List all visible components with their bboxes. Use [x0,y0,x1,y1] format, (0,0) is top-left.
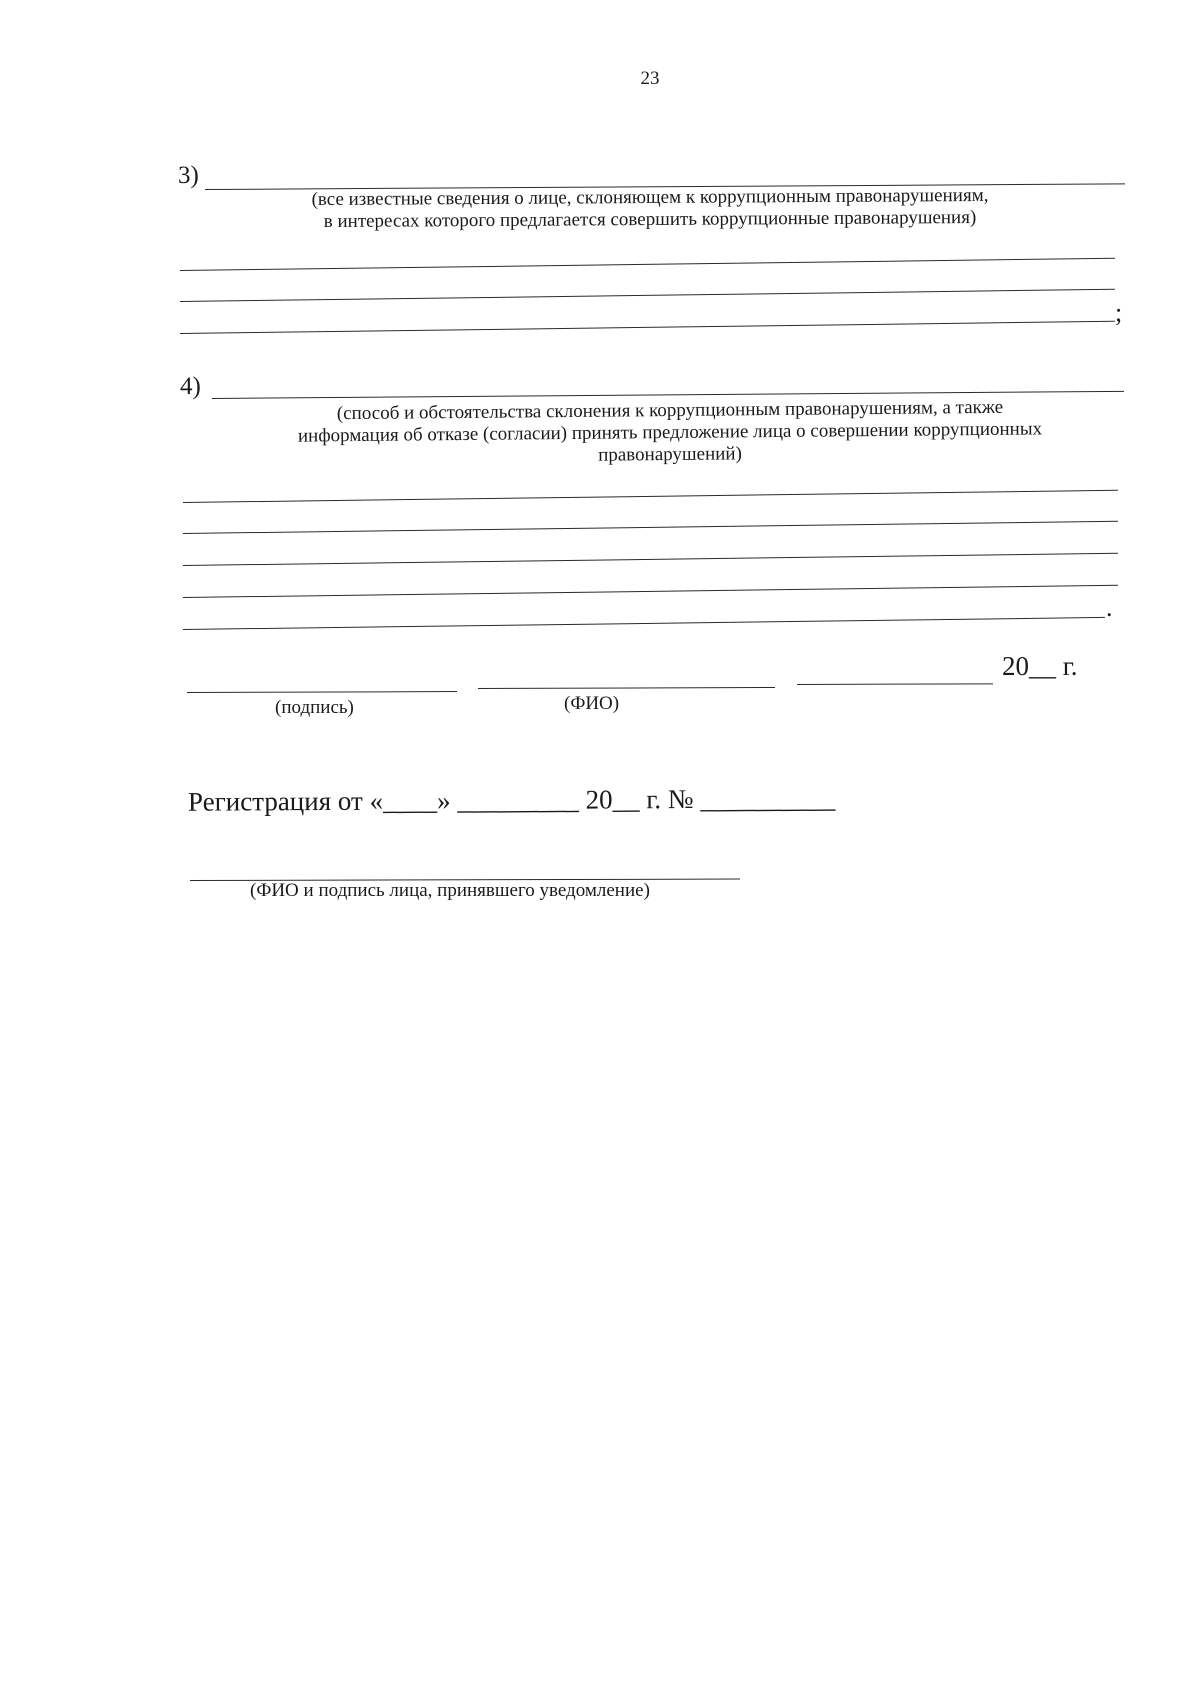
fio-line [478,687,775,689]
registration-line: Регистрация от «____» _________ 20__ г. № __________ [187,783,836,817]
registration-caption: (ФИО и подпись лица, принявшего уведомление) [250,880,650,901]
item-3-end-mark: ; [1115,298,1123,327]
item-3-caption-line-1: (все известные сведения о лице, склоняющем к коррупционным правонарушениям, [311,184,989,211]
item-4-caption-line-3: правонарушений) [598,443,742,466]
item-3-field-line [180,289,1115,302]
item-4-field-line [183,521,1118,534]
item-4-field-line [183,617,1105,630]
signature-line [187,691,457,693]
item-3-field-line [180,321,1115,334]
item-4-field-line [183,585,1118,598]
date-year: 20__ г. [1002,651,1078,681]
item-4-caption-line-2: информация об отказе (согласии) принять предложение лица о совершении коррупционных [297,418,1043,447]
signature-caption: (подпись) [275,697,354,718]
item-4-number: 4) [180,373,201,400]
item-3-number: 3) [178,162,199,189]
item-4-end-mark: . [1106,593,1113,622]
item-4-field-line [183,490,1118,503]
item-3-caption-line-2: в интересах которого предлагается совершить коррупционные правонарушения) [323,207,977,232]
item-4-field-line [183,553,1118,566]
fio-caption: (ФИО) [564,693,620,714]
item-4-caption-line-1: (способ и обстоятельства склонения к коррупционным правонарушениям, а также [336,396,1004,425]
page-number: 23 [640,68,660,89]
date-line [797,683,993,685]
item-3-field-line [180,258,1115,271]
